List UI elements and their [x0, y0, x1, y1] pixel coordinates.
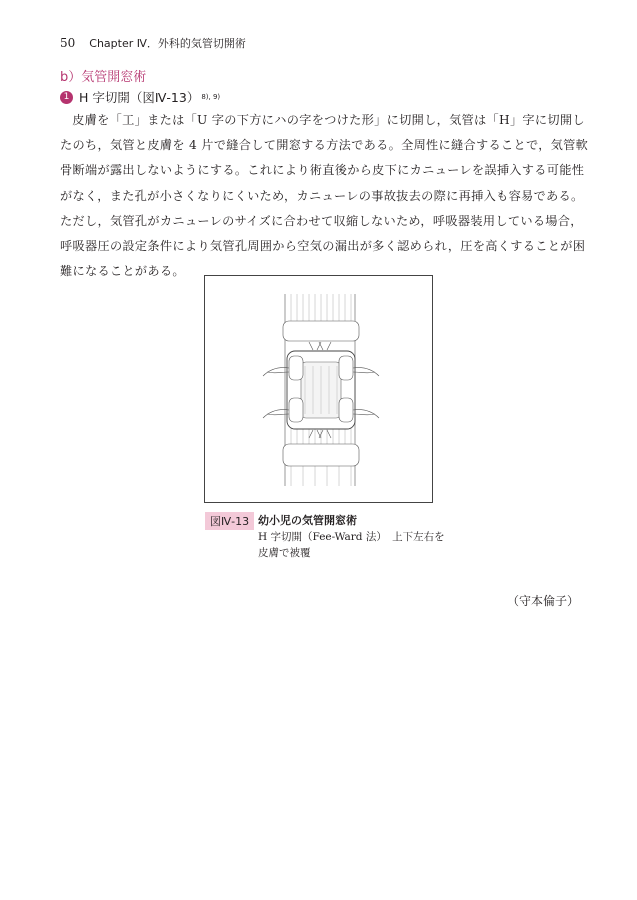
figure-illustration — [204, 275, 433, 503]
reference-marks: 8), 9) — [201, 93, 221, 101]
number-badge: 1 — [60, 91, 73, 104]
figure-caption — [258, 529, 448, 561]
page-number: 50 — [60, 36, 76, 50]
caption-line: H 字切開（Fee-Ward 法） 上下左右を — [258, 531, 445, 543]
author-credit: （守本倫子） — [506, 594, 579, 608]
body-line: 骨断端が露出しないようにする。これにより術直後から皮下にカニューレを誤挿入する可能性 — [60, 163, 585, 178]
body-line: 難になることがある。 — [60, 264, 185, 279]
chapter-title: Chapter Ⅳ．外科的気管切開術 — [89, 37, 246, 50]
body-line: 呼吸器圧の設定条件により気管孔周囲から空気の漏出が多く認められ，圧を高くすることが困 — [60, 239, 586, 254]
body-line: がなく，また孔が小さくなりにくいため，カニューレの事故抜去の際に再挿入も容易である。 — [60, 188, 584, 203]
figure-title: 幼小児の気管開窓術 — [258, 514, 357, 527]
figure-label: 図Ⅳ-13 — [205, 512, 254, 530]
running-header — [60, 35, 246, 51]
body-paragraph — [60, 108, 589, 284]
caption-line: 皮膚で被覆 — [258, 547, 311, 559]
trachea-drawing — [205, 276, 434, 504]
body-line: たのち，気管と皮膚を 4 片で縫合して開窓する方法である。全周性に縫合することで，気管軟 — [60, 138, 589, 153]
subsection-title: H 字切開（図Ⅳ-13） — [79, 90, 200, 105]
subsection-heading — [60, 88, 220, 106]
body-line: ただし，気管孔がカニューレのサイズに合わせて収縮しないため，呼吸器装用している場合， — [60, 213, 583, 228]
body-line: 皮膚を「工」または「U 字の下方にハの字をつけた形」に切開し，気管は「H」字に切開し — [72, 113, 585, 127]
section-heading: b）気管開窓術 — [60, 70, 147, 85]
